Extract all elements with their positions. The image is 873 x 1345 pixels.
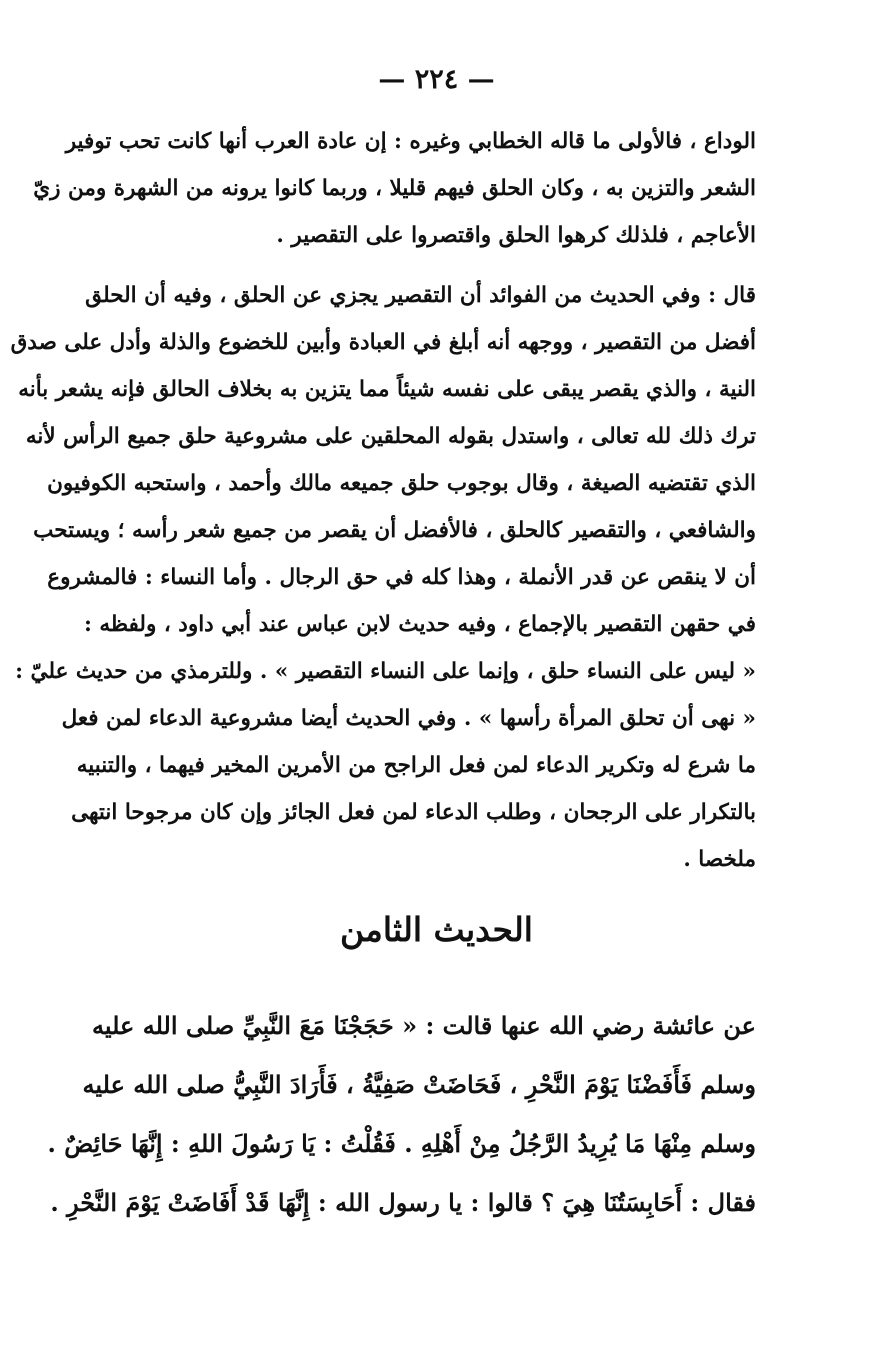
hadith-line: فقال : أَحَابِسَتُنَا هِيَ ؟ قالوا : يا رسول الله : إِنَّهَا قَدْ أَفَاضَتْ يَوْمَ النَّحْرِ . [50, 1188, 756, 1217]
text-line: أفضل من التقصير ، ووجهه أنه أبلغ في العبادة وأبين للخضوع والذلة وأدل على صدق [10, 330, 756, 355]
hadith-line: وسلم فَأَفَضْنَا يَوْمَ النَّحْرِ ، فَحَاضَتْ صَفِيَّةُ ، فَأَرَادَ النَّبِيُّ صلى الله عليه [82, 1070, 756, 1099]
text-line: « نهى أن تحلق المرأة رأسها » . وفي الحديث أيضا مشروعية الدعاء لمن فعل [61, 706, 756, 731]
text-line: ترك ذلك لله تعالى ، واستدل بقوله المحلقين على مشروعية حلق جميع الرأس لأنه [25, 424, 756, 449]
text-line: الذي تقتضيه الصيغة ، وقال بوجوب حلق جميعه مالك وأحمد ، واستحبه الكوفيون [47, 471, 756, 496]
text-line: النية ، والذي يقصر يبقى على نفسه شيئاً مما يتزين به بخلاف الحالق فإنه يشعر بأنه [18, 377, 756, 402]
text-line: الأعاجم ، فلذلك كرهوا الحلق واقتصروا على التقصير . [276, 223, 756, 248]
text-line: الشعر والتزين به ، وكان الحلق فيهم قليلا ، وربما كانوا يرونه من الشهرة ومن زيّ [33, 176, 756, 201]
text-line: « ليس على النساء حلق ، وإنما على النساء التقصير » . وللترمذي من حديث عليّ : [15, 659, 756, 684]
section-heading: الحديث الثامن [340, 910, 533, 949]
text-line: أن لا ينقص عن قدر الأنملة ، وهذا كله في حق الرجال . وأما النساء : فالمشروع [47, 565, 756, 590]
text-line: ما شرع له وتكرير الدعاء لمن فعل الراجح من الأمرين المخير فيهما ، والتنبيه [76, 753, 756, 778]
commentary-paragraph-1 [33, 118, 756, 259]
page-number: — ٢٢٤ — [378, 64, 495, 95]
text-line: في حقهن التقصير بالإجماع ، وفيه حديث لابن عباس عند أبي داود ، ولفظه : [83, 612, 756, 637]
commentary-paragraph-2 [10, 272, 756, 883]
hadith-line: عن عائشة رضي الله عنها قالت : « حَجَجْنَا مَعَ النَّبِيِّ صلى الله عليه [92, 1011, 756, 1040]
text-line: بالتكرار على الرجحان ، وطلب الدعاء لمن فعل الجائز وإن كان مرجوحا انتهى [71, 800, 756, 825]
hadith-text [47, 996, 756, 1232]
text-line: قال : وفي الحديث من الفوائد أن التقصير يجزي عن الحلق ، وفيه أن الحلق [85, 283, 756, 308]
text-line: الوداع ، فالأولى ما قاله الخطابي وغيره : إن عادة العرب أنها كانت تحب توفير [65, 129, 756, 154]
hadith-line: وسلم مِنْهَا مَا يُرِيدُ الرَّجُلُ مِنْ أَهْلِهِ . فَقُلْتُ : يَا رَسُولَ اللهِ : إِنَّهَا حَائِضٌ . [47, 1129, 756, 1158]
text-line: ملخصا . [683, 847, 756, 872]
text-line: والشافعي ، والتقصير كالحلق ، فالأفضل أن يقصر من جميع شعر رأسه ؛ ويستحب [33, 518, 756, 543]
